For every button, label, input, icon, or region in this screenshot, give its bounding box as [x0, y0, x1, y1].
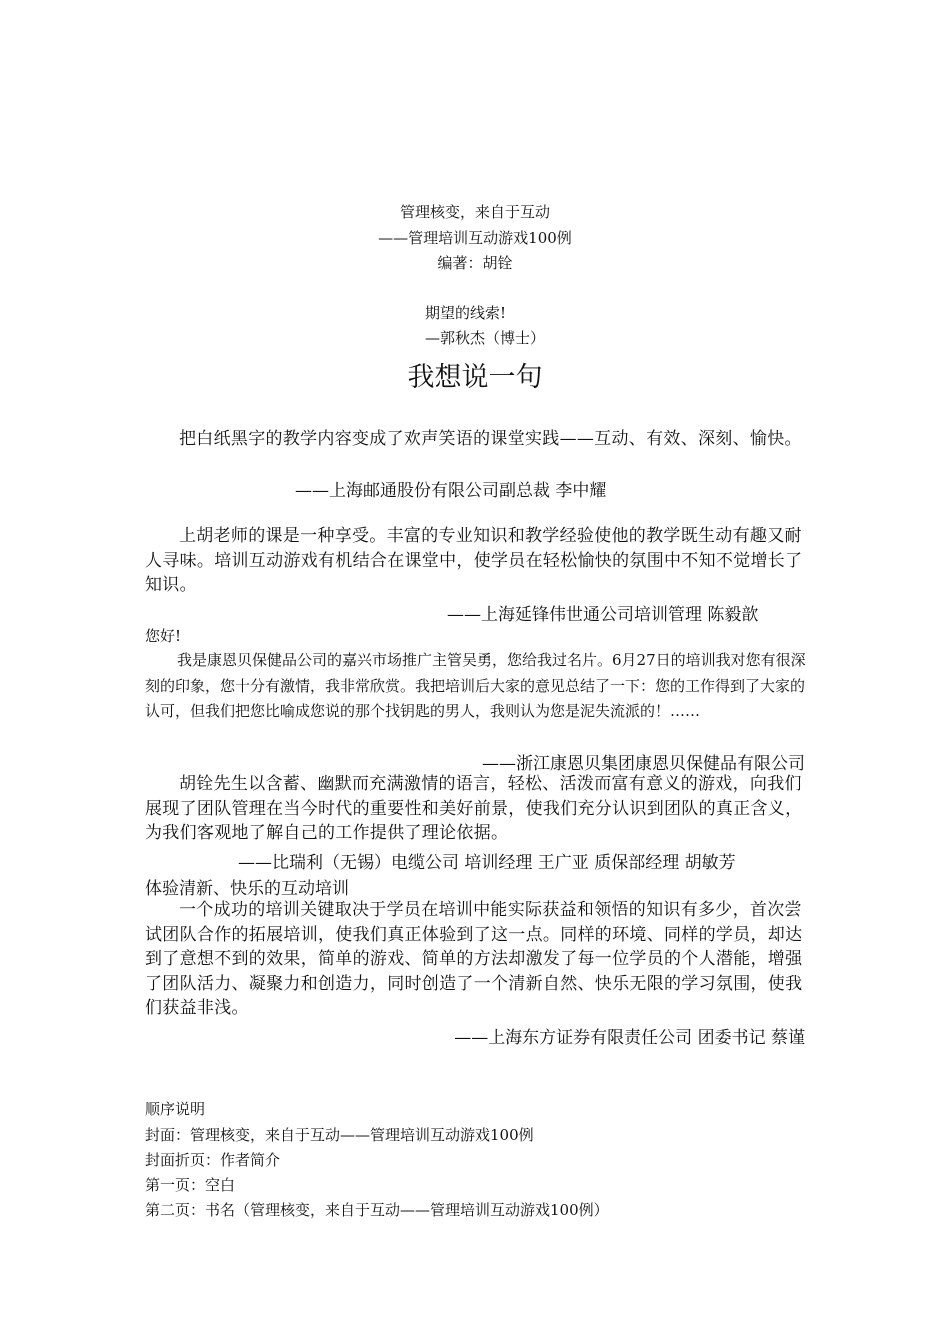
testimonial-4-attribution: ——比瑞利（无锡）电缆公司 培训经理 王广亚 质保部经理 胡敏芳: [238, 853, 736, 873]
book-subtitle: ——管理培训互动游戏100例: [378, 229, 572, 247]
testimonial-5-heading: 体验清新、快乐的互动培训: [145, 879, 349, 899]
epigraph-text: 期望的线索!: [425, 304, 507, 322]
testimonial-5-attribution: ——上海东方证券有限责任公司 团委书记 蔡谨: [454, 1028, 805, 1048]
order-notes-title: 顺序说明: [145, 1100, 206, 1118]
testimonial-4-text: 胡铨先生以含蓄、幽默而充满激情的语言，轻松、活泼而富有意义的游戏，向我们展现了团队管理在当今时代的重要性和美好前景，使我们充分认识到团队的真正含义，为我们客观地了解自己的工作提供了理论依据。: [145, 774, 803, 843]
order-note-item: 第一页：空白: [145, 1176, 236, 1194]
book-title: 管理核变，来自于互动: [399, 203, 550, 221]
testimonial-5-text: 一个成功的培训关键取决于学员在培训中能实际获益和领悟的知识有多少，首次尝试团队合作的拓展培训，使我们真正体验到了这一点。同样的环境、同样的学员，却达到了意想不到的效果，简单的游戏、简单的方法却激发了每一位学员的个人潜能，增强了团队活力、凝聚力和创造力，同时创造了一个清新自然、快乐无限的学习氛围，使我们获益非浅。: [145, 900, 803, 1018]
testimonial-2-attribution: ——上海延锋伟世通公司培训管理 陈毅歆: [447, 605, 759, 625]
order-note-item: 封面：管理核变，来自于互动——管理培训互动游戏100例: [145, 1126, 534, 1144]
testimonial-3-attribution: ——浙江康恩贝集团康恩贝保健品有限公司: [482, 754, 805, 774]
testimonial-1-attribution: ——上海邮通股份有限公司副总裁 李中耀: [295, 481, 607, 501]
epigraph-attribution: —郭秋杰（博士）: [425, 329, 546, 347]
order-note-item: 封面折页：作者简介: [145, 1151, 281, 1169]
book-author: 编著：胡铨: [437, 254, 513, 272]
testimonial-1-text: 把白纸黑字的教学内容变成了欢声笑语的课堂实践——互动、有效、深刻、愉快。: [179, 429, 802, 449]
section-title: 我想说一句: [407, 362, 543, 393]
testimonial-2-text: 上胡老师的课是一种享受。丰富的专业知识和教学经验使他的教学既生动有趣又耐人寻味。培训互动游戏有机结合在课堂中，使学员在轻松愉快的氛围中不知不觉增长了知识。: [145, 526, 803, 595]
testimonial-3-text: 我是康恩贝保健品公司的嘉兴市场推广主管吴勇，您给我过名片。6月27日的培训我对您有很深刻的印象，您十分有激情，我非常欣赏。我把培训后大家的意见总结了一下：您的工作得到了大家的认可，但我们把您比喻成您说的那个找钥匙的男人，我则认为您是泥失流派的！……: [145, 651, 806, 720]
testimonial-3-greeting: 您好!: [145, 627, 182, 645]
order-note-item: 第二页：书名（管理核变，来自于互动——管理培训互动游戏100例）: [145, 1201, 609, 1219]
